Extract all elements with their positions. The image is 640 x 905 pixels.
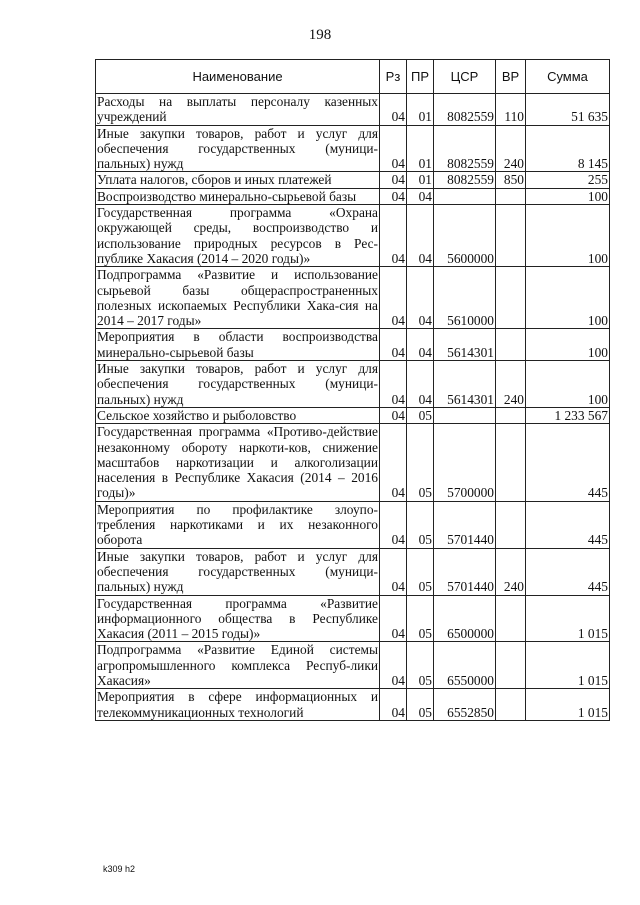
cell-sum: 1 015 bbox=[526, 595, 610, 642]
cell-pr: 05 bbox=[407, 642, 434, 689]
cell-sum: 100 bbox=[526, 205, 610, 267]
cell-name: Государственная программа «Противо-действие незаконному обороту наркоти-ков, снижение масштабов наркотизации и алкоголизации населения в Республике Хакасия (2014 – 2016 годы)» bbox=[97, 424, 378, 501]
table-row bbox=[96, 501, 610, 548]
table-body bbox=[96, 94, 610, 721]
cell-pr: 04 bbox=[407, 205, 434, 267]
cell-csr: 5700000 bbox=[434, 424, 496, 501]
cell-rz: 04 bbox=[380, 407, 407, 423]
table-row bbox=[96, 424, 610, 501]
cell-sum: 1 015 bbox=[526, 642, 610, 689]
cell-sum: 100 bbox=[526, 361, 610, 408]
cell-sum: 445 bbox=[526, 501, 610, 548]
cell-vr bbox=[496, 424, 526, 501]
cell-csr: 8082559 bbox=[434, 172, 496, 188]
cell-pr: 01 bbox=[407, 125, 434, 172]
footer-code: k309 h2 bbox=[103, 864, 136, 874]
table-row bbox=[96, 407, 610, 423]
cell-sum: 100 bbox=[526, 188, 610, 204]
cell-pr: 04 bbox=[407, 329, 434, 361]
cell-sum: 100 bbox=[526, 267, 610, 329]
column-header-name: Наименование bbox=[96, 60, 380, 94]
cell-name: Расходы на выплаты персоналу казенных учреждений bbox=[97, 94, 378, 125]
cell-pr: 04 bbox=[407, 188, 434, 204]
cell-rz: 04 bbox=[380, 548, 407, 595]
cell-name: Воспроизводство минерально-сырьевой базы bbox=[96, 188, 380, 204]
cell-sum: 1 015 bbox=[526, 689, 610, 721]
budget-table bbox=[95, 59, 610, 721]
cell-vr bbox=[496, 407, 526, 423]
cell-csr: 5614301 bbox=[434, 329, 496, 361]
cell-pr: 05 bbox=[407, 548, 434, 595]
cell-rz: 04 bbox=[380, 267, 407, 329]
cell-name: Государственная программа «Развитие информационного общества в Республике Хакасия (2011 – 2015 годы)» bbox=[97, 595, 378, 642]
cell-csr: 6552850 bbox=[434, 689, 496, 721]
cell-vr: 850 bbox=[496, 172, 526, 188]
cell-csr: 6500000 bbox=[434, 595, 496, 642]
cell-rz: 04 bbox=[380, 689, 407, 721]
column-header-pr: ПР bbox=[407, 60, 434, 94]
cell-csr bbox=[434, 188, 496, 204]
table-row bbox=[96, 172, 610, 188]
table-row bbox=[96, 361, 610, 408]
cell-sum: 1 233 567 bbox=[526, 407, 610, 423]
table-row bbox=[96, 267, 610, 329]
cell-rz: 04 bbox=[380, 94, 407, 126]
cell-rz: 04 bbox=[380, 642, 407, 689]
page-number: 198 bbox=[308, 27, 332, 43]
table-row bbox=[96, 125, 610, 172]
cell-vr: 240 bbox=[496, 548, 526, 595]
column-header-rz: Рз bbox=[380, 60, 407, 94]
table-row bbox=[96, 548, 610, 595]
cell-vr bbox=[496, 205, 526, 267]
cell-pr: 05 bbox=[407, 424, 434, 501]
cell-vr bbox=[496, 267, 526, 329]
cell-csr: 5701440 bbox=[434, 548, 496, 595]
cell-vr: 240 bbox=[496, 125, 526, 172]
cell-pr: 01 bbox=[407, 94, 434, 126]
cell-name: Государственная программа «Охрана окружающей среды, воспроизводство и использование природных ресурсов в Рес-публике Хакасия (2014 – 2020 годы)» bbox=[97, 205, 378, 266]
cell-sum: 100 bbox=[526, 329, 610, 361]
cell-csr: 6550000 bbox=[434, 642, 496, 689]
table-header-row bbox=[96, 60, 610, 94]
column-header-csr: ЦСР bbox=[434, 60, 496, 94]
cell-name: Мероприятия в области воспроизводства минерально-сырьевой базы bbox=[97, 329, 378, 360]
cell-rz: 04 bbox=[380, 205, 407, 267]
column-header-sum: Сумма bbox=[526, 60, 610, 94]
cell-name: Иные закупки товаров, работ и услуг для обеспечения государственных (муници-пальных) нужд bbox=[97, 548, 378, 595]
table-row bbox=[96, 329, 610, 361]
cell-pr: 04 bbox=[407, 267, 434, 329]
table-row bbox=[96, 595, 610, 642]
cell-rz: 04 bbox=[380, 424, 407, 501]
cell-csr: 5600000 bbox=[434, 205, 496, 267]
cell-vr bbox=[496, 595, 526, 642]
cell-name: Подпрограмма «Развитие и использование сырьевой базы общераспространенных полезных ископаемых Республики Хака-сия на 2014 – 2017 годы» bbox=[97, 267, 378, 329]
cell-vr bbox=[496, 188, 526, 204]
cell-csr: 5701440 bbox=[434, 501, 496, 548]
table-row bbox=[96, 94, 610, 126]
cell-sum: 445 bbox=[526, 548, 610, 595]
cell-sum: 255 bbox=[526, 172, 610, 188]
table-row bbox=[96, 642, 610, 689]
cell-sum: 8 145 bbox=[526, 125, 610, 172]
cell-pr: 01 bbox=[407, 172, 434, 188]
cell-sum: 445 bbox=[526, 424, 610, 501]
table-row bbox=[96, 188, 610, 204]
cell-rz: 04 bbox=[380, 595, 407, 642]
cell-name: Иные закупки товаров, работ и услуг для обеспечения государственных (муници-пальных) нужд bbox=[97, 125, 378, 172]
cell-rz: 04 bbox=[380, 361, 407, 408]
cell-rz: 04 bbox=[380, 125, 407, 172]
cell-rz: 04 bbox=[380, 501, 407, 548]
cell-vr bbox=[496, 689, 526, 721]
cell-vr bbox=[496, 329, 526, 361]
cell-rz: 04 bbox=[380, 172, 407, 188]
cell-pr: 05 bbox=[407, 689, 434, 721]
cell-csr bbox=[434, 407, 496, 423]
cell-vr: 110 bbox=[496, 94, 526, 126]
cell-rz: 04 bbox=[380, 188, 407, 204]
table-row bbox=[96, 689, 610, 721]
cell-vr bbox=[496, 642, 526, 689]
cell-csr: 8082559 bbox=[434, 94, 496, 126]
cell-csr: 5614301 bbox=[434, 361, 496, 408]
cell-name: Сельское хозяйство и рыболовство bbox=[96, 407, 380, 423]
cell-rz: 04 bbox=[380, 329, 407, 361]
cell-vr: 240 bbox=[496, 361, 526, 408]
table-row bbox=[96, 205, 610, 267]
cell-name: Мероприятия по профилактике злоупо-требления наркотиками и их незаконного оборота bbox=[97, 501, 378, 548]
cell-pr: 05 bbox=[407, 501, 434, 548]
cell-name: Мероприятия в сфере информационных и телекоммуникационных технологий bbox=[97, 689, 378, 720]
cell-name: Подпрограмма «Развитие Единой системы агропромышленного комплекса Респуб-лики Хакасия» bbox=[97, 642, 378, 688]
cell-pr: 04 bbox=[407, 361, 434, 408]
cell-sum: 51 635 bbox=[526, 94, 610, 126]
cell-name: Иные закупки товаров, работ и услуг для обеспечения государственных (муници-пальных) нужд bbox=[97, 361, 378, 407]
cell-name: Уплата налогов, сборов и иных платежей bbox=[96, 172, 380, 188]
cell-csr: 8082559 bbox=[434, 125, 496, 172]
cell-pr: 05 bbox=[407, 595, 434, 642]
cell-pr: 05 bbox=[407, 407, 434, 423]
cell-vr bbox=[496, 501, 526, 548]
cell-csr: 5610000 bbox=[434, 267, 496, 329]
column-header-vr: ВР bbox=[496, 60, 526, 94]
